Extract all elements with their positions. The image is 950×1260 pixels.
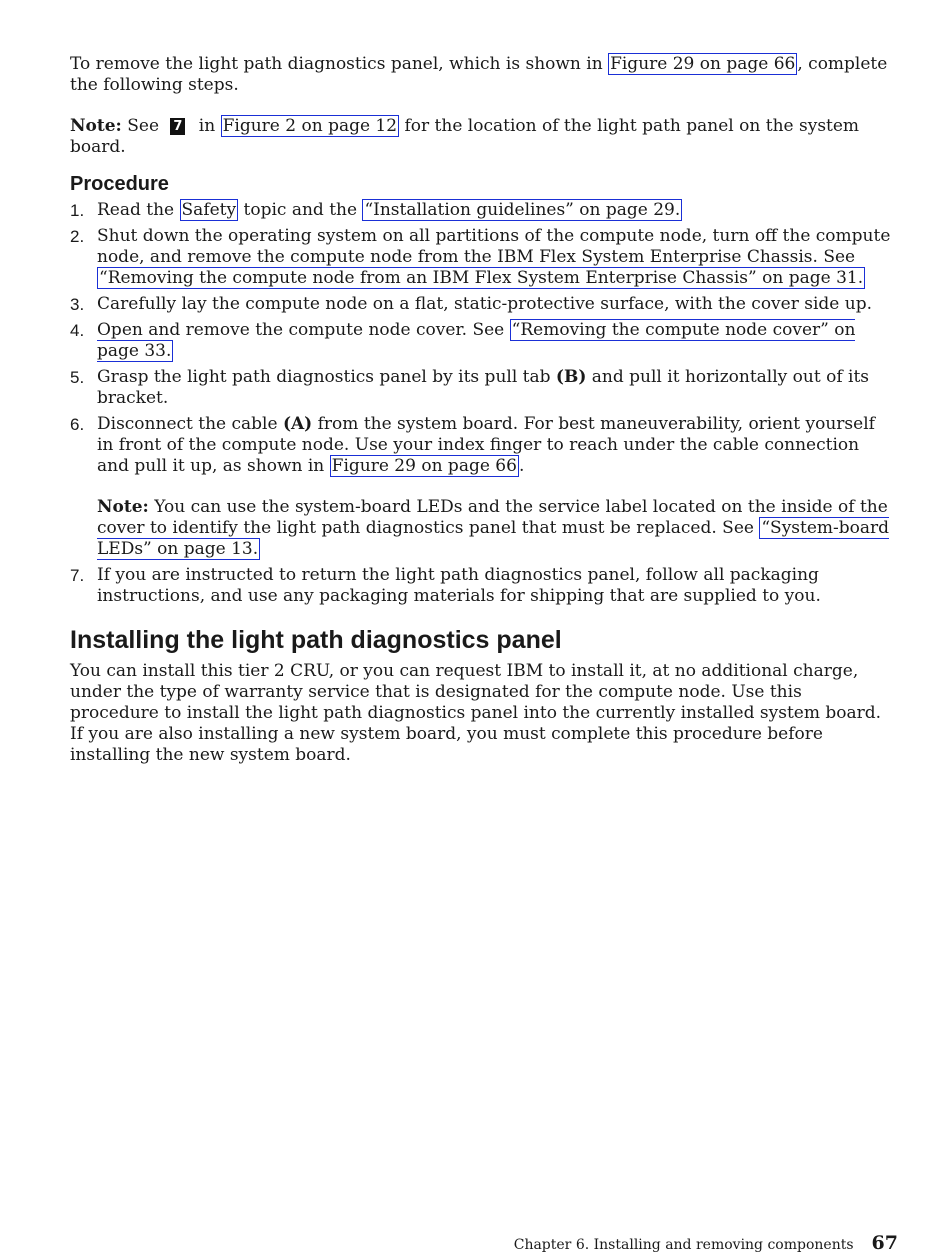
step-note (97, 497, 892, 560)
intro-text-end: , complete the following steps. (70, 54, 888, 95)
note-text: You can use the system-board LEDs and the service label located on the inside of the cover to identify the light path diagnostics panel that must be replaced. See (97, 497, 888, 538)
procedure-heading: Procedure (70, 173, 169, 195)
step-text (97, 414, 892, 477)
step-text: Carefully lay the compute node on a flat, static-protective surface, with the cover side up. (97, 294, 872, 314)
step-text (97, 200, 892, 221)
step-number: 7. (70, 566, 85, 585)
step-number: 3. (70, 295, 85, 314)
step-4 (70, 320, 892, 362)
step-text (97, 367, 892, 409)
step-number: 5. (70, 368, 85, 387)
step-number: 2. (70, 227, 85, 246)
callout-number-badge: 7 (170, 118, 185, 135)
intro-paragraph (70, 54, 892, 96)
chapter-title: Chapter 6. Installing and removing components (513, 1237, 854, 1253)
figure-2-link[interactable]: Figure 2 on page 12 (222, 116, 398, 136)
step-3 (70, 294, 892, 315)
procedure-steps (70, 200, 892, 607)
step-text-part: Read the (97, 200, 180, 220)
step-text-part: Shut down the operating system on all partitions of the compute node, turn off the compute node, and remove the compute node from the IBM Flex System Enterprise Chassis. See (97, 226, 891, 267)
note-see-text: See (121, 116, 165, 136)
step-text (97, 320, 892, 362)
step-text-part: Disconnect the cable (97, 414, 283, 434)
step-text-part: from the system board. For best maneuverability, orient yourself in front of the compute node. Use your index finger to reach under the cable connection and pull it up, as shown in (97, 414, 875, 476)
note-paragraph (70, 116, 892, 158)
callout-a: (A) (282, 414, 313, 434)
page-footer (514, 1232, 898, 1256)
step-text-part: topic and the (238, 200, 363, 220)
step-text (97, 226, 892, 289)
step-6 (70, 414, 892, 560)
step-number: 6. (70, 415, 85, 434)
step-text: If you are instructed to return the light path diagnostics panel, follow all packaging instructions, and use any packaging materials for shipping that are supplied to you. (97, 565, 821, 606)
safety-link[interactable]: Safety (181, 200, 237, 220)
note-in-text: in (193, 116, 221, 136)
note-text: for the location of the light path panel on the system board. (70, 116, 860, 157)
step-5 (70, 367, 892, 409)
section-title: Installing the light path diagnostics panel (70, 626, 562, 654)
note-label: Note: (97, 497, 149, 517)
step-7 (70, 565, 892, 607)
step-1 (70, 200, 892, 221)
section-body: You can install this tier 2 CRU, or you can request IBM to install it, at no additional charge, under the type of warranty service that is designated for the compute node. Use this procedure to install the light path diagnostics panel into the currently installed system board. If you are also installing a new system board, you must complete this procedure before installing the new system board. (70, 661, 882, 765)
step-number: 4. (70, 321, 85, 340)
step-text-part: . (518, 456, 525, 476)
step-text-part: and pull it horizontally out of its bracket. (97, 367, 870, 408)
removing-cover-link[interactable]: “Removing the compute node cover” on page 33. (97, 320, 856, 361)
step-text-part: Open and remove the compute node cover. See (97, 320, 510, 340)
figure-29-link[interactable]: Figure 29 on page 66 (610, 54, 796, 74)
intro-text: To remove the light path diagnostics panel, which is shown in (70, 54, 609, 74)
step-number: 1. (70, 201, 85, 220)
note-label: Note: (70, 116, 122, 136)
page-content (70, 54, 892, 766)
step-text-part: Grasp the light path diagnostics panel by its pull tab (97, 367, 556, 387)
page-number: 67 (871, 1232, 898, 1254)
removing-compute-node-link[interactable]: “Removing the compute node from an IBM Flex System Enterprise Chassis” on page 31. (99, 268, 864, 288)
figure-29-link[interactable]: Figure 29 on page 66 (331, 456, 517, 476)
callout-b: (B) (555, 367, 587, 387)
installation-guidelines-link[interactable]: “Installation guidelines” on page 29. (364, 200, 681, 220)
system-board-leds-link[interactable]: “System-board LEDs” on page 13. (97, 518, 890, 559)
step-2 (70, 226, 892, 289)
